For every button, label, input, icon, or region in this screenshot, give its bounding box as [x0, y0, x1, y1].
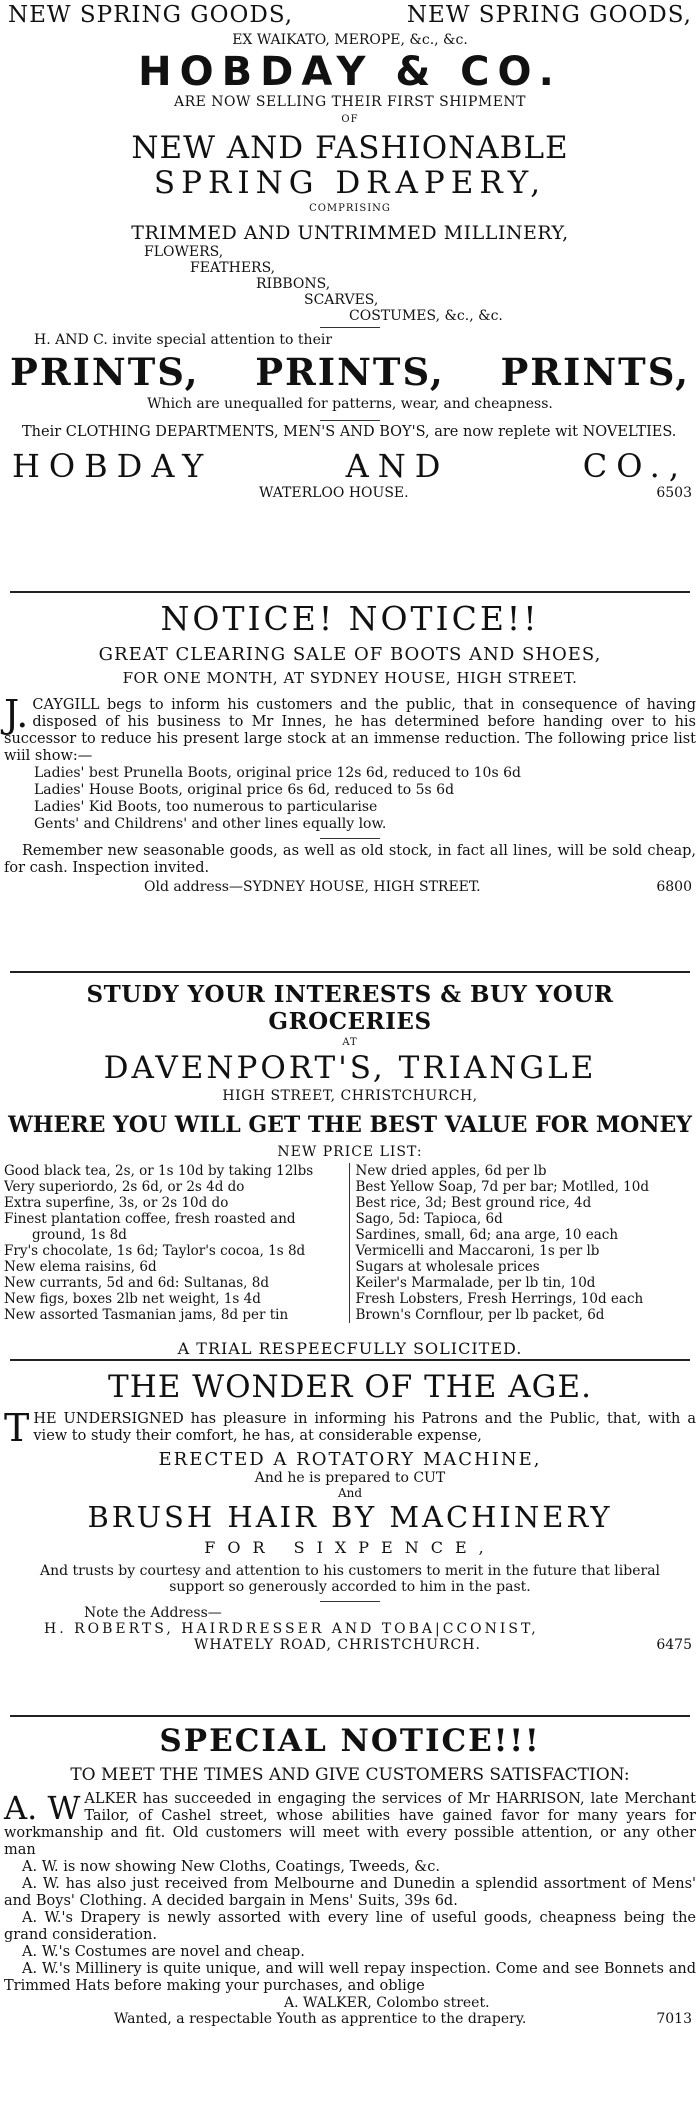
- sig-co: CO.,: [582, 447, 688, 485]
- goods-cascade: [4, 244, 696, 324]
- waterloo-house: WATERLOO HOUSE.: [259, 485, 409, 501]
- list-item: Sugars at wholesale prices: [355, 1259, 540, 1275]
- divider: [10, 971, 690, 973]
- trial-line: A TRIAL RESPEECFULLY SOLICITED.: [177, 1339, 523, 1358]
- walker-line: A. W. has also just received from Melbourne and Dunedin a splendid assortment of Mens' and Boys' Clothing. A decided bargain in Mens' Suits, 39s 6d.: [4, 1876, 696, 1909]
- list-item: Sago, 5d: Tapioca, 6d: [355, 1211, 503, 1227]
- list-item: New dried apples, 6d per lb: [355, 1163, 547, 1179]
- short-rule-3: [320, 838, 380, 839]
- address-line-1: H. ROBERTS, HAIRDRESSER AND TOBA|CCONIST,: [44, 1621, 539, 1637]
- price-table: [4, 1163, 696, 1323]
- ref-number: 6800: [656, 879, 692, 895]
- scarves-line: SCARVES,: [304, 292, 379, 308]
- short-rule-4: [320, 1601, 380, 1602]
- body-text: ALKER has succeeded in engaging the services of Mr HARRISON, late Merchant Tailor, of Cashel street, whose abilities have gained favor for many years for workmanship and fit. Old customers will meet with every possible attention, or any other man: [4, 1791, 696, 1858]
- list-item: New elema raisins, 6d: [4, 1259, 157, 1275]
- headline-fashionable: NEW AND FASHIONABLE: [131, 130, 569, 166]
- list-item: ground, 1s 8d: [32, 1227, 127, 1243]
- list-item: New currants, 5d and 6d: Sultanas, 8d: [4, 1275, 269, 1291]
- list-item: Extra superfine, 3s, or 2s 10d do: [4, 1195, 229, 1211]
- special-notice-title: SPECIAL NOTICE!!!: [159, 1723, 541, 1759]
- list-item: Keiler's Marmalade, per lb tin, 10d: [355, 1275, 596, 1291]
- address-line-2: WHATELY ROAD, CHRISTCHURCH.: [194, 1637, 481, 1653]
- walker-advert: [4, 1723, 696, 2027]
- price-items: [4, 765, 696, 833]
- walker-body: [4, 1791, 696, 1859]
- address-row: [4, 1637, 696, 1653]
- price-item: Ladies' House Boots, original price 6s 6d, reduced to 5s 6d: [34, 782, 455, 798]
- prints-row: [4, 348, 696, 394]
- list-item: Finest plantation coffee, fresh roasted and: [4, 1211, 296, 1227]
- price-item: Ladies' Kid Boots, too numerous to particularise: [34, 799, 378, 815]
- divider: [10, 591, 690, 593]
- price-column-right: [350, 1163, 697, 1323]
- sig-hobday: HOBDAY: [12, 447, 213, 485]
- list-item: Sardines, small, 6d; ana arge, 10 each: [355, 1227, 619, 1243]
- divider: [10, 1715, 690, 1717]
- costumes-line: COSTUMES, &c., &c.: [349, 308, 503, 324]
- prints-word-3: PRINTS,: [500, 350, 690, 394]
- unequalled-line: Which are unequalled for patterns, wear, and cheapness.: [147, 396, 553, 412]
- prepared-line: And he is prepared to CUT: [254, 1470, 446, 1486]
- roberts-advert: [4, 1369, 696, 1709]
- price-item: Ladies' best Prunella Boots, original price 12s 6d, reduced to 10s 6d: [34, 765, 521, 781]
- drop-cap: A. W: [4, 1789, 81, 1827]
- price-item: Gents' and Childrens' and other lines equally low.: [34, 816, 387, 832]
- wanted-row: [4, 2011, 696, 2027]
- hobday-advert: [4, 0, 696, 585]
- clothing-line: Their CLOTHING DEPARTMENTS, MEN'S AND BOY'S, are now replete wit NOVELTIES.: [22, 424, 677, 440]
- where-line: WHERE YOU WILL GET THE BEST VALUE FOR MONEY: [8, 1112, 692, 1138]
- millinery-line: TRIMMED AND UNTRIMMED MILLINERY,: [131, 222, 569, 244]
- caygill-advert: [4, 599, 696, 965]
- notice-title: NOTICE! NOTICE!!: [160, 599, 540, 638]
- short-rule: [320, 327, 380, 328]
- davenport-advert: [4, 981, 696, 1358]
- flowers-line: FLOWERS,: [144, 244, 224, 260]
- drop-cap: J.: [4, 692, 29, 736]
- list-item: Fry's chocolate, 1s 6d; Taylor's cocoa, 1s 8d: [4, 1243, 306, 1259]
- signature-row: [4, 441, 696, 485]
- month-line: FOR ONE MONTH, AT SYDNEY HOUSE, HIGH STREET.: [122, 669, 578, 687]
- walker-signature: A. WALKER, Colombo street.: [284, 1995, 490, 2011]
- ref-number: 6503: [656, 485, 692, 501]
- note-line: Note the Address—: [84, 1605, 222, 1621]
- walker-line: A. W. is now showing New Cloths, Coatings, Tweeds, &c.: [22, 1859, 440, 1875]
- walker-line: A. W.'s Costumes are novel and cheap.: [22, 1944, 305, 1960]
- feathers-line: FEATHERS,: [190, 260, 276, 276]
- meet-line: TO MEET THE TIMES AND GIVE CUSTOMERS SATISFACTION:: [70, 1765, 630, 1785]
- sig-and: AND: [345, 447, 450, 485]
- study-line: STUDY YOUR INTERESTS & BUY YOUR GROCERIES: [86, 981, 614, 1035]
- body-text: HE UNDERSIGNED has pleasure in informing his Patrons and the Public, that, with a view to study their comfort, he has, at considerable expense,: [33, 1411, 696, 1444]
- wanted-line: Wanted, a respectable Youth as apprentice to the drapery.: [114, 2011, 527, 2027]
- of-line: OF: [341, 114, 359, 125]
- ribbons-line: RIBBONS,: [256, 276, 331, 292]
- list-item: Brown's Cornflour, per lb packet, 6d: [355, 1307, 605, 1323]
- headline-left: NEW SPRING GOODS,: [8, 2, 294, 28]
- list-item: Very superiordo, 2s 6d, or 2s 4d do: [4, 1179, 245, 1195]
- street-line: HIGH STREET, CHRISTCHURCH,: [222, 1088, 478, 1104]
- list-item: Fresh Lobsters, Fresh Herrings, 10d each: [355, 1291, 644, 1307]
- list-item: New figs, boxes 2lb net weight, 1s 4d: [4, 1291, 261, 1307]
- for-sixpence-line: FOR SIXPENCE,: [204, 1538, 496, 1557]
- remember-line: Remember new seasonable goods, as well as old stock, in fact all lines, will be sold cheap, for cash. Inspection invited.: [4, 843, 696, 876]
- sale-line: GREAT CLEARING SALE OF BOOTS AND SHOES,: [98, 644, 602, 665]
- and-line: And: [337, 1486, 363, 1500]
- prints-word-2: PRINTS,: [255, 350, 445, 394]
- selling-line: ARE NOW SELLING THEIR FIRST SHIPMENT: [173, 94, 527, 110]
- caygill-body: [4, 692, 696, 765]
- prints-word-1: PRINTS,: [10, 350, 200, 394]
- body-text: CAYGILL begs to inform his customers and the public, that in consequence of having disposed of his business to Mr Innes, he has determined before handing over to his successor to reduce his present large stock at an immense reduction. The following price list wiil show:—: [4, 697, 696, 764]
- brush-line: BRUSH HAIR BY MACHINERY: [87, 1500, 613, 1534]
- wonder-title: THE WONDER OF THE AGE.: [108, 1369, 592, 1405]
- headline-row: [4, 0, 696, 28]
- divider: [10, 1359, 690, 1361]
- headline-spring-drapery: SPRING DRAPERY,: [153, 165, 547, 201]
- short-rule-2: [320, 420, 380, 421]
- list-item: Good black tea, 2s, or 1s 10d by taking 12lbs: [4, 1163, 314, 1179]
- headline-right: NEW SPRING GOODS,: [406, 2, 692, 28]
- list-item: Best Yellow Soap, 7d per bar; Motlled, 10d: [355, 1179, 649, 1195]
- roberts-body: [4, 1406, 696, 1450]
- comprising-line: COMPRISING: [309, 203, 391, 214]
- ref-number: 6475: [656, 1637, 692, 1653]
- list-item: Vermicelli and Maccaroni, 1s per lb: [355, 1243, 600, 1259]
- ref-number: 7013: [656, 2011, 692, 2027]
- price-list-title: NEW PRICE LIST:: [277, 1144, 423, 1160]
- walker-line: A. W.'s Drapery is newly assorted with every line of useful goods, cheapness being the grand consideration.: [4, 1910, 696, 1943]
- address-row: [4, 877, 696, 895]
- ships-line: EX WAIKATO, MEROPE, &c., &c.: [232, 32, 468, 48]
- list-item: Best rice, 3d; Best ground rice, 4d: [355, 1195, 592, 1211]
- walker-line: A. W.'s Millinery is quite unique, and will well repay inspection. Come and see Bonnets and Trimmed Hats before making your purchases, and oblige: [4, 1961, 696, 1994]
- drop-cap: T: [4, 1406, 30, 1450]
- list-item: New assorted Tasmanian jams, 8d per tin: [4, 1307, 289, 1323]
- old-address: Old address—SYDNEY HOUSE, HIGH STREET.: [144, 879, 481, 895]
- trusts-line: And trusts by courtesy and attention to his customers to merit in the future that liberal support so generously accorded to him in the past.: [39, 1563, 661, 1595]
- invite-line: H. AND C. invite special attention to their: [34, 332, 333, 348]
- davenport-name: DAVENPORT'S, TRIANGLE: [103, 1050, 597, 1086]
- price-column-left: [4, 1163, 350, 1323]
- firm-banner: HOBDAY & CO.: [138, 49, 562, 95]
- at-line: AT: [342, 1037, 358, 1048]
- house-row: [4, 485, 696, 501]
- erected-line: ERECTED A ROTATORY MACHINE,: [158, 1449, 542, 1470]
